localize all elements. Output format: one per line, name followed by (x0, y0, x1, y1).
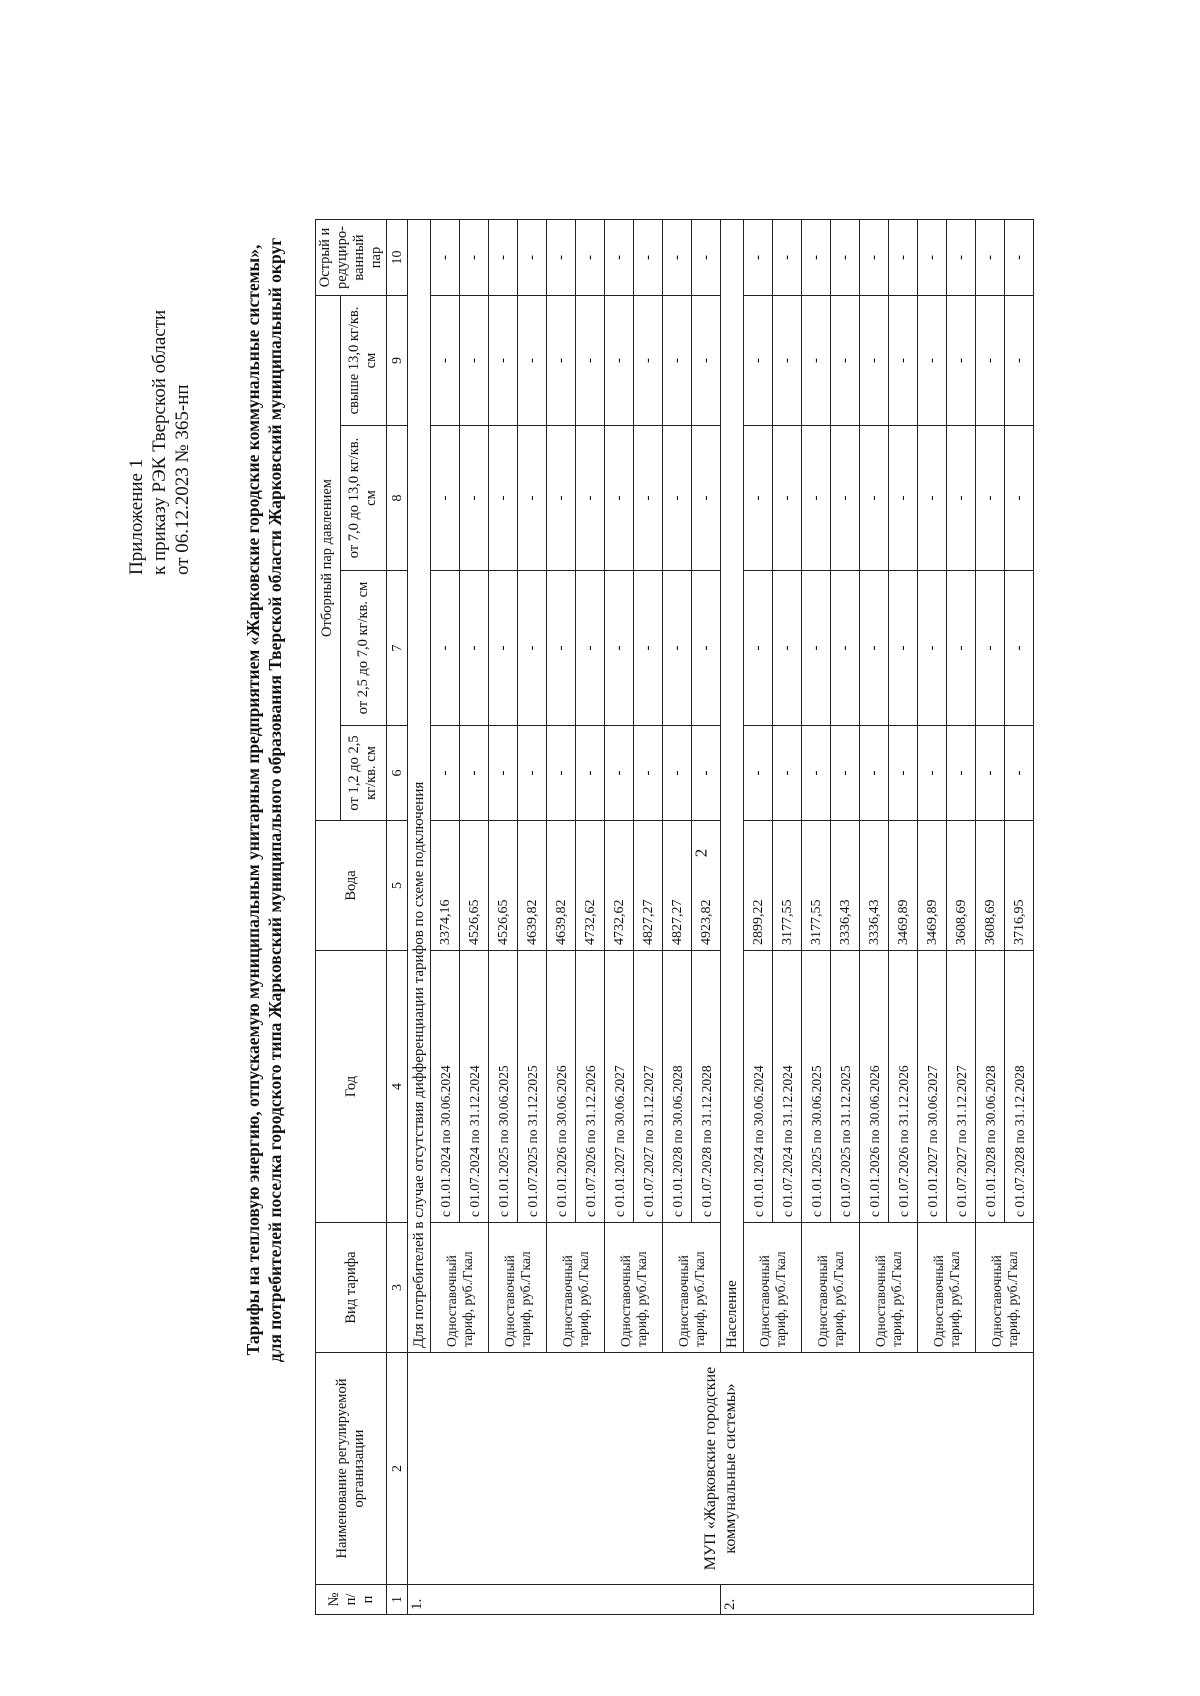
empty-value-dash: - (889, 220, 918, 296)
empty-value-dash: - (976, 571, 1005, 726)
empty-value-dash: - (831, 726, 860, 821)
tariff-period: с 01.01.2026 по 30.06.2026 (547, 951, 576, 1223)
empty-value-dash: - (947, 726, 976, 821)
page-number: 2 (691, 848, 711, 858)
water-tariff-value: 4732,62 (576, 821, 605, 951)
empty-value-dash: - (831, 571, 860, 726)
empty-value-dash: - (831, 220, 860, 296)
column-number-row (387, 220, 408, 1615)
empty-value-dash: - (460, 426, 489, 571)
empty-value-dash: - (860, 571, 889, 726)
tariff-type: Одноставочный тариф, руб./Гкал (605, 1223, 663, 1353)
header-water: Вода (316, 821, 387, 951)
empty-value-dash: - (692, 726, 721, 821)
empty-value-dash: - (773, 571, 802, 726)
empty-value-dash: - (460, 220, 489, 296)
tariff-period: с 01.07.2025 по 31.12.2025 (831, 951, 860, 1223)
section-title: Для потребителей в случае отсутствия дифференциации тарифов по схеме подключения (408, 220, 431, 1353)
empty-value-dash: - (889, 296, 918, 426)
empty-value-dash: - (605, 220, 634, 296)
header-num: № п/ п (316, 1585, 387, 1615)
empty-value-dash: - (547, 296, 576, 426)
empty-value-dash: - (634, 220, 663, 296)
empty-value-dash: - (634, 296, 663, 426)
empty-value-dash: - (889, 571, 918, 726)
water-tariff-value: 4639,82 (518, 821, 547, 951)
water-tariff-value: 3469,89 (918, 821, 947, 951)
empty-value-dash: - (692, 571, 721, 726)
document-title (242, 60, 286, 1540)
empty-value-dash: - (802, 726, 831, 821)
empty-value-dash: - (518, 220, 547, 296)
rotated-document (100, 40, 1180, 1660)
water-tariff-value: 4526,65 (460, 821, 489, 951)
water-tariff-value: 3608,69 (947, 821, 976, 951)
empty-value-dash: - (744, 571, 773, 726)
tariff-period: с 01.07.2024 по 31.12.2024 (773, 951, 802, 1223)
empty-value-dash: - (547, 426, 576, 571)
water-tariff-value: 2899,22 (744, 821, 773, 951)
appendix-line: Приложение 1 (126, 458, 147, 575)
empty-value-dash: - (518, 426, 547, 571)
empty-value-dash: - (692, 220, 721, 296)
tariff-period: с 01.01.2025 по 30.06.2025 (802, 951, 831, 1223)
appendix-reference (125, 310, 194, 575)
empty-value-dash: - (744, 426, 773, 571)
tariff-period: с 01.07.2028 по 31.12.2028 (1005, 951, 1034, 1223)
empty-value-dash: - (663, 571, 692, 726)
water-tariff-value: 3608,69 (976, 821, 1005, 951)
empty-value-dash: - (460, 296, 489, 426)
organization-name: МУП «Жарковские городские коммунальные системы» (408, 1353, 1034, 1585)
column-number: 5 (387, 821, 408, 951)
empty-value-dash: - (918, 571, 947, 726)
empty-value-dash: - (802, 426, 831, 571)
column-number: 9 (387, 296, 408, 426)
empty-value-dash: - (976, 296, 1005, 426)
title-line: для потребителей поселка городского типа Жарковский муниципального образования Тверской области Жарковский муниципальный округ (265, 237, 285, 1363)
header-type: Вид тарифа (316, 1223, 387, 1353)
table-body (408, 220, 1034, 1615)
tariff-period: с 01.01.2025 по 30.06.2025 (489, 951, 518, 1223)
water-tariff-value: 4732,62 (605, 821, 634, 951)
empty-value-dash: - (918, 426, 947, 571)
empty-value-dash: - (547, 726, 576, 821)
tariff-period: с 01.01.2024 по 30.06.2024 (744, 951, 773, 1223)
empty-value-dash: - (947, 220, 976, 296)
tariff-period: с 01.07.2028 по 31.12.2028 (692, 951, 721, 1223)
empty-value-dash: - (489, 426, 518, 571)
empty-value-dash: - (744, 726, 773, 821)
empty-value-dash: - (976, 726, 1005, 821)
column-number: 8 (387, 426, 408, 571)
empty-value-dash: - (605, 726, 634, 821)
title-line: Тарифы на тепловую энергию, отпускаемую муниципальным унитарным предприятием «Жарковские городские коммунальные системы», (243, 244, 263, 1356)
tariff-period: с 01.07.2025 по 31.12.2025 (518, 951, 547, 1223)
empty-value-dash: - (663, 426, 692, 571)
empty-value-dash: - (663, 220, 692, 296)
empty-value-dash: - (802, 296, 831, 426)
header-year: Год (316, 951, 387, 1223)
empty-value-dash: - (576, 726, 605, 821)
header-pressure-3: от 7,0 до 13,0 кг/кв. см (340, 426, 386, 571)
appendix-line: от 06.12.2023 № 365-нп (172, 384, 193, 575)
tariff-type: Одноставочный тариф, руб./Гкал (918, 1223, 976, 1353)
column-number: 7 (387, 571, 408, 726)
tariff-period: с 01.07.2024 по 31.12.2024 (460, 951, 489, 1223)
empty-value-dash: - (918, 296, 947, 426)
empty-value-dash: - (1005, 571, 1034, 726)
empty-value-dash: - (489, 220, 518, 296)
empty-value-dash: - (663, 296, 692, 426)
tariff-type: Одноставочный тариф, руб./Гкал (860, 1223, 918, 1353)
empty-value-dash: - (518, 571, 547, 726)
tariff-type: Одноставочный тариф, руб./Гкал (802, 1223, 860, 1353)
tariff-period: с 01.01.2026 по 30.06.2026 (860, 951, 889, 1223)
empty-value-dash: - (431, 296, 460, 426)
empty-value-dash: - (634, 726, 663, 821)
empty-value-dash: - (918, 220, 947, 296)
column-number: 1 (387, 1585, 408, 1615)
tariff-type: Одноставочный тариф, руб./Гкал (547, 1223, 605, 1353)
appendix-line: к приказу РЭК Тверской области (149, 309, 170, 575)
empty-value-dash: - (489, 571, 518, 726)
water-tariff-value: 3336,43 (860, 821, 889, 951)
water-tariff-value: 4923,82 (692, 821, 721, 951)
empty-value-dash: - (634, 426, 663, 571)
empty-value-dash: - (576, 426, 605, 571)
empty-value-dash: - (918, 726, 947, 821)
empty-value-dash: - (605, 426, 634, 571)
empty-value-dash: - (773, 296, 802, 426)
water-tariff-value: 3716,95 (1005, 821, 1034, 951)
water-tariff-value: 3374,16 (431, 821, 460, 951)
empty-value-dash: - (518, 296, 547, 426)
water-tariff-value: 3336,43 (831, 821, 860, 951)
tariff-period: с 01.01.2027 по 30.06.2027 (605, 951, 634, 1223)
empty-value-dash: - (976, 426, 1005, 571)
empty-value-dash: - (831, 426, 860, 571)
empty-value-dash: - (1005, 296, 1034, 426)
tariff-period: с 01.01.2024 по 30.06.2024 (431, 951, 460, 1223)
empty-value-dash: - (547, 220, 576, 296)
empty-value-dash: - (773, 426, 802, 571)
tariff-table (315, 219, 1034, 1615)
water-tariff-value: 4827,27 (663, 821, 692, 951)
column-number: 10 (387, 220, 408, 296)
tariff-type: Одноставочный тариф, руб./Гкал (431, 1223, 489, 1353)
empty-value-dash: - (802, 220, 831, 296)
empty-value-dash: - (431, 220, 460, 296)
empty-value-dash: - (860, 426, 889, 571)
column-number: 6 (387, 726, 408, 821)
header-pressure-4: свыше 13,0 кг/кв. см (340, 296, 386, 426)
water-tariff-value: 3469,89 (889, 821, 918, 951)
empty-value-dash: - (489, 726, 518, 821)
section-number: 2. (721, 1585, 1034, 1615)
empty-value-dash: - (431, 426, 460, 571)
tariff-type: Одноставочный тариф, руб./Гкал (489, 1223, 547, 1353)
header-steam-group: Отборный пар давлением (316, 296, 341, 821)
header-hot-steam: Острый и редуциро-ванный пар (316, 220, 387, 296)
water-tariff-value: 4639,82 (547, 821, 576, 951)
empty-value-dash: - (489, 296, 518, 426)
empty-value-dash: - (802, 571, 831, 726)
tariff-period: с 01.07.2027 по 31.12.2027 (634, 951, 663, 1223)
empty-value-dash: - (518, 726, 547, 821)
empty-value-dash: - (576, 296, 605, 426)
tariff-period: с 01.07.2026 по 31.12.2026 (576, 951, 605, 1223)
tariff-period: с 01.01.2028 по 30.06.2028 (976, 951, 1005, 1223)
empty-value-dash: - (431, 571, 460, 726)
header-org: Наименование регулируемой организации (316, 1353, 387, 1585)
empty-value-dash: - (576, 220, 605, 296)
column-number: 2 (387, 1353, 408, 1585)
empty-value-dash: - (692, 296, 721, 426)
header-pressure-1: от 1,2 до 2,5 кг/кв. см (340, 726, 386, 821)
empty-value-dash: - (431, 726, 460, 821)
empty-value-dash: - (889, 726, 918, 821)
empty-value-dash: - (1005, 726, 1034, 821)
tariff-period: с 01.01.2027 по 30.06.2027 (918, 951, 947, 1223)
empty-value-dash: - (663, 726, 692, 821)
empty-value-dash: - (1005, 426, 1034, 571)
empty-value-dash: - (576, 571, 605, 726)
empty-value-dash: - (860, 296, 889, 426)
empty-value-dash: - (773, 220, 802, 296)
empty-value-dash: - (744, 220, 773, 296)
tariff-type: Одноставочный тариф, руб./Гкал (663, 1223, 721, 1353)
column-number: 3 (387, 1223, 408, 1353)
section-number: 1. (408, 1585, 721, 1615)
empty-value-dash: - (947, 426, 976, 571)
empty-value-dash: - (460, 726, 489, 821)
water-tariff-value: 3177,55 (773, 821, 802, 951)
empty-value-dash: - (831, 296, 860, 426)
water-tariff-value: 4827,27 (634, 821, 663, 951)
empty-value-dash: - (605, 571, 634, 726)
column-number: 4 (387, 951, 408, 1223)
empty-value-dash: - (634, 571, 663, 726)
tariff-type: Одноставочный тариф, руб./Гкал (744, 1223, 802, 1353)
empty-value-dash: - (744, 296, 773, 426)
tariff-type: Одноставочный тариф, руб./Гкал (976, 1223, 1034, 1353)
tariff-period: с 01.07.2027 по 31.12.2027 (947, 951, 976, 1223)
header-row (316, 220, 341, 1615)
empty-value-dash: - (976, 220, 1005, 296)
section-row (408, 220, 431, 1615)
empty-value-dash: - (889, 426, 918, 571)
empty-value-dash: - (947, 571, 976, 726)
empty-value-dash: - (692, 426, 721, 571)
section-title: Население (721, 220, 744, 1353)
tariff-period: с 01.01.2028 по 30.06.2028 (663, 951, 692, 1223)
empty-value-dash: - (860, 726, 889, 821)
empty-value-dash: - (605, 296, 634, 426)
water-tariff-value: 3177,55 (802, 821, 831, 951)
empty-value-dash: - (773, 726, 802, 821)
header-pressure-2: от 2,5 до 7,0 кг/кв. см (340, 571, 386, 726)
empty-value-dash: - (1005, 220, 1034, 296)
empty-value-dash: - (947, 296, 976, 426)
empty-value-dash: - (860, 220, 889, 296)
water-tariff-value: 4526,65 (489, 821, 518, 951)
empty-value-dash: - (547, 571, 576, 726)
empty-value-dash: - (460, 571, 489, 726)
tariff-period: с 01.07.2026 по 31.12.2026 (889, 951, 918, 1223)
